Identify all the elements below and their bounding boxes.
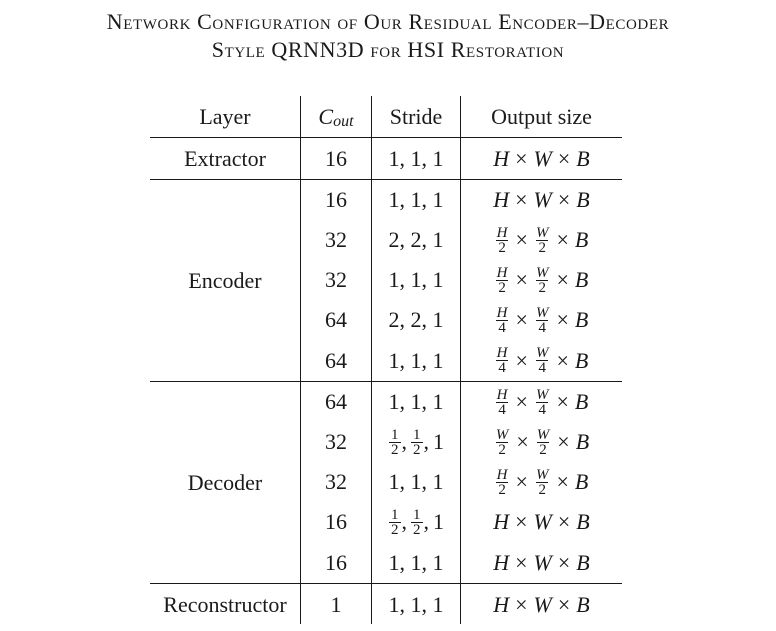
times-sign: × xyxy=(556,469,569,494)
header-cout xyxy=(301,97,371,137)
table-row-5-cout xyxy=(301,340,371,381)
table-row-2-cout xyxy=(301,220,371,260)
cout-value: 32 xyxy=(325,227,347,252)
table-row-2-output xyxy=(461,220,622,260)
fraction-h: $\frac{H}{2}$ xyxy=(496,224,508,256)
output-w: W xyxy=(533,187,552,212)
fraction-w: $\frac{W}{4}$ xyxy=(535,386,549,418)
cout-value: 16 xyxy=(325,187,347,212)
table-row-2-stride xyxy=(372,220,460,260)
group-decoder-label: Decoder xyxy=(187,469,263,495)
table-row-6-cout xyxy=(301,382,371,422)
table-row-10-cout xyxy=(301,542,371,583)
cout-value: 1 xyxy=(330,591,342,617)
stride-value: 1, 1, 1 xyxy=(388,145,444,171)
output-w: W xyxy=(533,509,552,534)
table-row-1-cout xyxy=(301,180,371,220)
times-sign: × xyxy=(515,591,528,617)
output-h: H xyxy=(493,549,510,575)
output-h: H xyxy=(493,509,510,534)
fraction-h: $\frac{H}{4}$ xyxy=(496,304,508,336)
output-b: B xyxy=(576,509,590,534)
stride-value: 2, 2, 1 xyxy=(388,307,444,332)
table-row-1-stride xyxy=(372,180,460,220)
table-row-9-cout xyxy=(301,502,371,542)
stride-last: 1 xyxy=(433,509,444,534)
fraction-h: $\frac{H}{4}$ xyxy=(496,386,508,418)
fraction-h: $\frac{H}{2}$ xyxy=(496,466,508,498)
table-row-11-cout xyxy=(301,584,371,625)
times-sign: × xyxy=(556,267,569,292)
times-sign: × xyxy=(557,509,571,534)
table-row-11-stride xyxy=(372,584,460,625)
header-output-text: Output size xyxy=(491,104,592,129)
times-sign: × xyxy=(515,145,528,171)
stride-value: 1, 1, 1 xyxy=(388,591,444,617)
output-b: B xyxy=(575,429,590,454)
stride-value: 1, 1, 1 xyxy=(388,347,444,373)
output-h: H xyxy=(493,187,510,212)
output-w: W xyxy=(533,549,552,575)
cout-value: 64 xyxy=(325,389,347,414)
times-sign: × xyxy=(515,347,528,373)
output-b: B xyxy=(576,591,590,617)
table-row-4-stride xyxy=(372,300,460,340)
table-row-8-cout xyxy=(301,462,371,502)
output-b: B xyxy=(574,307,589,332)
table-row-6-output xyxy=(461,382,622,422)
stride-value: 1, 1, 1 xyxy=(388,389,444,414)
table-row-10-output xyxy=(461,542,622,583)
header-layer-text: Layer xyxy=(199,104,251,129)
table-row-8-output xyxy=(461,462,622,502)
output-b: B xyxy=(574,267,589,292)
fraction-w: $\frac{W}{2}$ xyxy=(536,426,550,458)
times-sign: × xyxy=(556,307,569,332)
stride-sep: , xyxy=(401,509,407,534)
stride-last: 1 xyxy=(433,429,444,454)
output-b: B xyxy=(574,389,589,414)
cout-value: 64 xyxy=(325,307,347,332)
cout-value: 32 xyxy=(325,469,347,494)
stride-value: 1, 1, 1 xyxy=(388,549,444,575)
stride-value: 1, 1, 1 xyxy=(388,469,444,494)
header-cout-sub: out xyxy=(333,113,354,130)
table-row-3-cout xyxy=(301,260,371,300)
times-sign: × xyxy=(556,389,569,414)
times-sign: × xyxy=(515,307,528,332)
fraction-w: $\frac{W}{2}$ xyxy=(495,426,509,458)
times-sign: × xyxy=(556,347,569,373)
table-row-9-output xyxy=(461,502,622,542)
table-row-7-cout xyxy=(301,422,371,462)
times-sign: × xyxy=(557,187,571,212)
output-h: H xyxy=(493,145,510,171)
table-row-3-stride xyxy=(372,260,460,300)
cout-value: 32 xyxy=(325,267,347,292)
output-h: H xyxy=(493,591,510,617)
table-row-10-stride xyxy=(372,542,460,583)
output-b: B xyxy=(576,145,590,171)
times-sign: × xyxy=(516,429,529,454)
fraction-h: $\frac{H}{2}$ xyxy=(496,264,508,296)
output-b: B xyxy=(574,347,589,373)
stride-sep: , xyxy=(423,509,429,534)
cout-value: 16 xyxy=(325,145,347,171)
fraction-w: $\frac{W}{2}$ xyxy=(535,264,549,296)
table-row-3-output xyxy=(461,260,622,300)
stride-value: 2, 2, 1 xyxy=(388,227,444,252)
fraction-w: $\frac{W}{2}$ xyxy=(535,224,549,256)
group-reconstructor-label: Reconstructor xyxy=(163,591,287,617)
stride-fraction: $\frac{1}{2}$ xyxy=(413,426,421,458)
table-row-0-cout xyxy=(301,138,371,179)
times-sign: × xyxy=(515,549,528,575)
times-sign: × xyxy=(557,429,570,454)
times-sign: × xyxy=(515,267,528,292)
header-output xyxy=(461,97,622,137)
table-row-5-stride xyxy=(372,340,460,381)
stride-fraction: $\frac{1}{2}$ xyxy=(391,426,399,458)
times-sign: × xyxy=(515,469,528,494)
fraction-w: $\frac{W}{4}$ xyxy=(535,304,549,336)
cout-value: 64 xyxy=(325,347,347,373)
group-reconstructor xyxy=(150,584,300,625)
output-w: W xyxy=(533,145,552,171)
fraction-h: $\frac{H}{4}$ xyxy=(496,345,508,376)
fraction-w: $\frac{W}{4}$ xyxy=(535,345,549,376)
caption-line-2: Style QRNN3D for HSI Restoration xyxy=(211,37,565,62)
stride-value: 1, 1, 1 xyxy=(388,267,444,292)
table-row-4-cout xyxy=(301,300,371,340)
output-b: B xyxy=(576,549,590,575)
stride-value: 1, 1, 1 xyxy=(388,187,444,212)
header-layer xyxy=(150,97,300,137)
output-b: B xyxy=(574,469,589,494)
table-row-5-output xyxy=(461,340,622,381)
stride-fraction: $\frac{1}{2}$ xyxy=(391,506,399,538)
times-sign: × xyxy=(515,389,528,414)
header-cout-base: C xyxy=(318,104,334,129)
fraction-w: $\frac{W}{2}$ xyxy=(535,466,549,498)
table-row-7-output xyxy=(461,422,622,462)
times-sign: × xyxy=(557,145,571,171)
table-row-0-output xyxy=(461,138,622,179)
table-row-4-output xyxy=(461,300,622,340)
stride-fraction: $\frac{1}{2}$ xyxy=(413,506,421,538)
output-w: W xyxy=(533,591,552,617)
times-sign: × xyxy=(557,549,571,575)
table-row-6-stride xyxy=(372,382,460,422)
times-sign: × xyxy=(556,227,569,252)
cout-value: 32 xyxy=(325,429,347,454)
times-sign: × xyxy=(515,227,528,252)
table-row-7-stride xyxy=(372,422,460,462)
header-stride xyxy=(372,97,460,137)
table-caption xyxy=(0,8,776,64)
header-stride-text: Stride xyxy=(389,104,443,129)
table-row-11-output xyxy=(461,584,622,625)
output-b: B xyxy=(576,187,590,212)
table-row-1-output xyxy=(461,180,622,220)
caption-line-1: Network Configuration of Our Residual Encoder–Decoder xyxy=(106,9,670,34)
table-row-9-stride xyxy=(372,502,460,542)
stride-sep: , xyxy=(423,429,429,454)
cout-value: 16 xyxy=(325,549,347,575)
times-sign: × xyxy=(515,187,528,212)
output-b: B xyxy=(574,227,589,252)
group-encoder-label: Encoder xyxy=(188,267,262,293)
group-decoder xyxy=(150,382,300,583)
stride-sep: , xyxy=(401,429,407,454)
times-sign: × xyxy=(515,509,528,534)
cout-value: 16 xyxy=(325,509,347,534)
group-encoder xyxy=(150,180,300,381)
group-extractor-label: Extractor xyxy=(184,145,266,171)
table-row-8-stride xyxy=(372,462,460,502)
group-extractor xyxy=(150,138,300,179)
table-row-0-stride xyxy=(372,138,460,179)
times-sign: × xyxy=(557,591,571,617)
